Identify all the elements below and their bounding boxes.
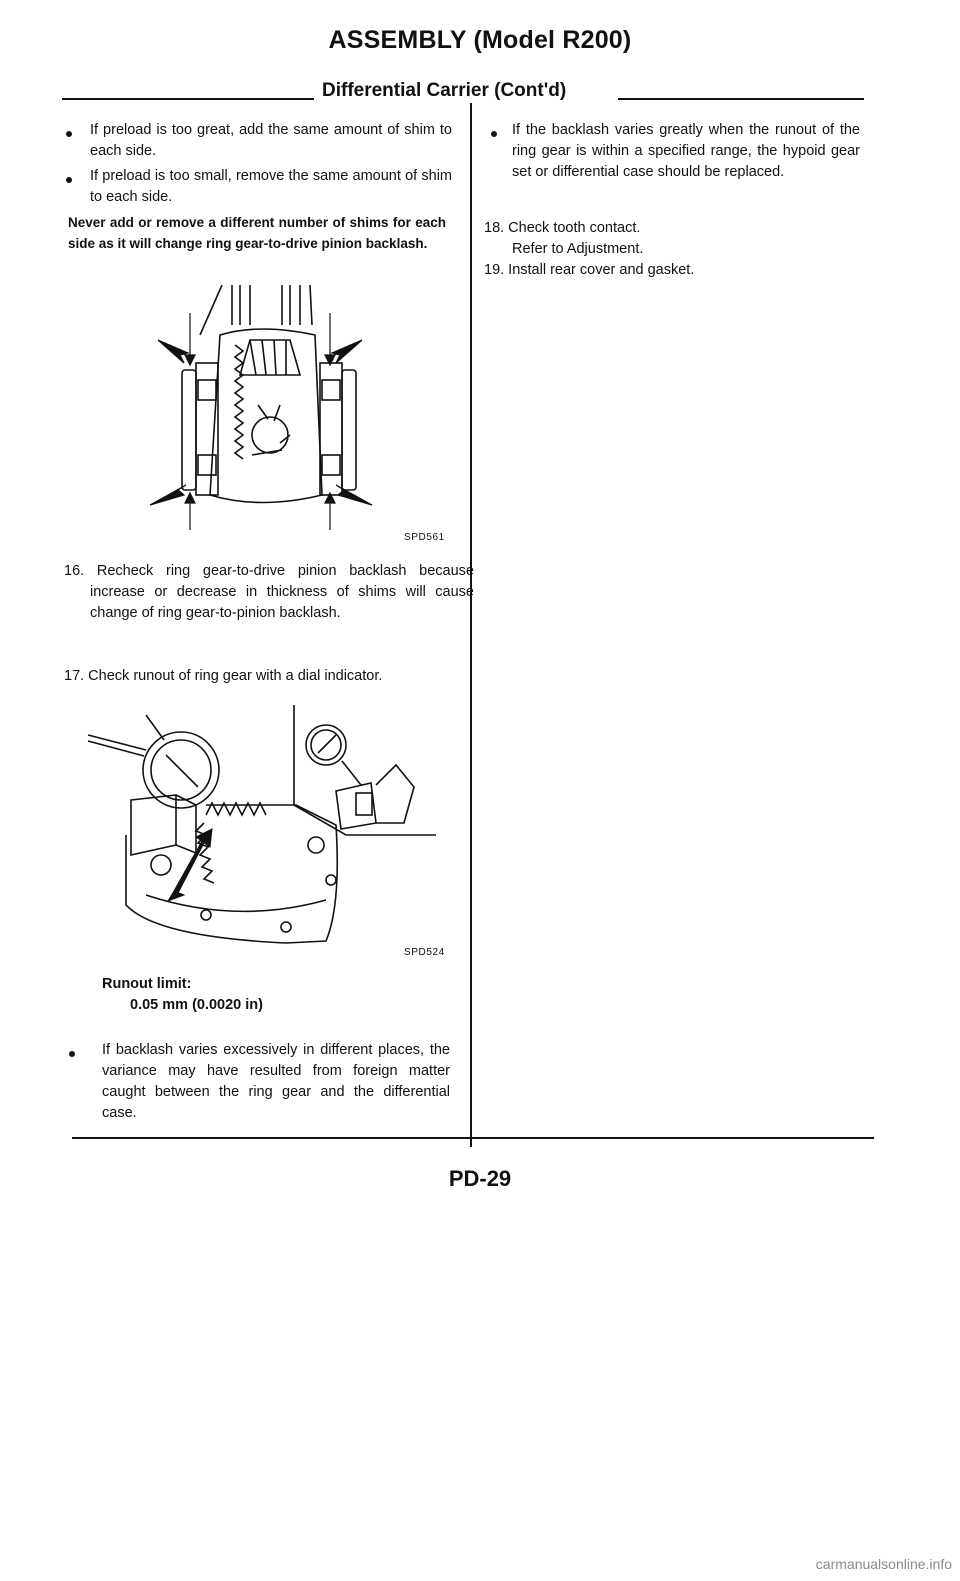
bullet-text: If backlash varies excessively in different places, the variance may have resulted from foreign matter caught between the ring gear and the differential case. bbox=[102, 1042, 450, 1121]
step-18-reference: Refer to Adjustment. bbox=[512, 241, 644, 257]
bullet-dot bbox=[66, 177, 72, 183]
bullet-preload-too-great bbox=[62, 120, 452, 162]
step-17: 17. Check runout of ring gear with a dial indicator. bbox=[64, 668, 383, 684]
bottom-rule bbox=[72, 1137, 874, 1139]
section-title: Differential Carrier (Cont'd) bbox=[322, 80, 567, 101]
dial-indicator-illustration bbox=[86, 705, 446, 947]
section-rule-left bbox=[62, 98, 314, 100]
figure-dial-indicator bbox=[86, 705, 446, 947]
bullet-replace-gear-set bbox=[484, 120, 860, 183]
bullet-text: If the backlash varies greatly when the runout of the ring gear is within a specified range, the hypoid gear set or differential case should be replaced. bbox=[512, 122, 860, 180]
figure2-label: SPD524 bbox=[404, 947, 445, 958]
figure-differential-shims bbox=[140, 285, 380, 530]
bullet-text: If preload is too small, remove the same amount of shim to each side. bbox=[90, 168, 452, 205]
step-16: 16. Recheck ring gear-to-drive pinion backlash because increase or decrease in thickness of shims will cause change of ring gear-to-pinion backlash. bbox=[64, 563, 474, 621]
runout-limit-value: 0.05 mm (0.0020 in) bbox=[130, 997, 263, 1013]
page-title: ASSEMBLY (Model R200) bbox=[328, 26, 632, 54]
bullet-text: If preload is too great, add the same amount of shim to each side. bbox=[90, 122, 452, 159]
runout-limit-title: Runout limit: bbox=[102, 976, 192, 992]
bullet-dot bbox=[491, 131, 497, 137]
watermark: carmanualsonline.info bbox=[815, 1556, 952, 1572]
step-18: 18. Check tooth contact. bbox=[484, 220, 641, 236]
step-19: 19. Install rear cover and gasket. bbox=[484, 262, 695, 278]
differential-shim-illustration bbox=[140, 285, 380, 530]
bullet-dot bbox=[66, 131, 72, 137]
warning-text: Never add or remove a different number of shims for each side as it will change ring gear-to-drive pinion backlash. bbox=[68, 215, 446, 251]
bullet-dot bbox=[69, 1051, 75, 1057]
column-divider bbox=[470, 103, 472, 1147]
figure1-label: SPD561 bbox=[404, 532, 445, 543]
page-number: PD-29 bbox=[448, 1166, 512, 1191]
section-rule-right bbox=[618, 98, 864, 100]
bullet-preload-too-small bbox=[62, 166, 452, 208]
bullet-backlash-varies bbox=[62, 1040, 450, 1124]
